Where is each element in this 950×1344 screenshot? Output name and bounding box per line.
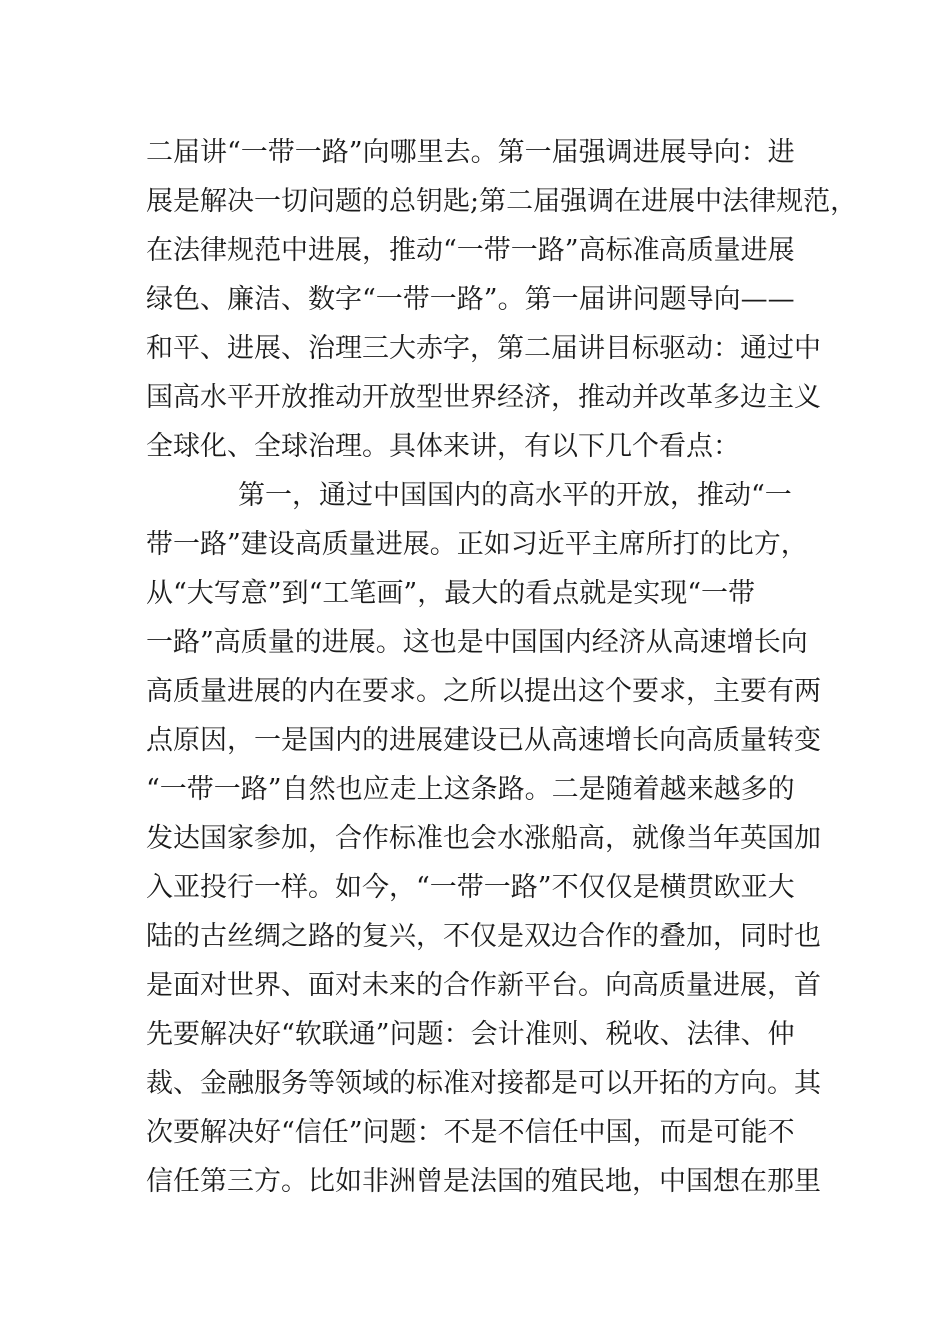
text-line: 先要解决好“软联通”问题：会计准则、税收、法律、仲 bbox=[146, 1019, 795, 1050]
text-line: 是面对世界、面对未来的合作新平台。向高质量进展，首 bbox=[146, 970, 821, 1001]
text-line: 带一路”建设高质量进展。正如习近平主席所打的比方， bbox=[146, 529, 808, 560]
text-line: 从“大写意”到“工笔画”，最大的看点就是实现“一带 bbox=[146, 578, 756, 609]
text-line: 全球化、全球治理。具体来讲，有以下几个看点： bbox=[146, 431, 740, 462]
text-line: 一路”高质量的进展。这也是中国国内经济从高速增长向 bbox=[146, 627, 808, 658]
text-line: 裁、金融服务等领域的标准对接都是可以开拓的方向。其 bbox=[146, 1068, 821, 1099]
body-text bbox=[146, 128, 858, 1206]
text-line: 入亚投行一样。如今，“一带一路”不仅仅是横贯欧亚大 bbox=[146, 872, 795, 903]
text-line: “一带一路”自然也应走上这条路。二是随着越来越多的 bbox=[146, 774, 795, 805]
text-line: 陆的古丝绸之路的复兴，不仅是双边合作的叠加，同时也 bbox=[146, 921, 821, 952]
text-line: 在法律规范中进展，推动“一带一路”高标准高质量进展 bbox=[146, 235, 795, 266]
text-line: 信任第三方。比如非洲曾是法国的殖民地，中国想在那里 bbox=[146, 1166, 821, 1197]
text-line: 高质量进展的内在要求。之所以提出这个要求，主要有两 bbox=[146, 676, 821, 707]
text-line: 点原因，一是国内的进展建设已从高速增长向高质量转变 bbox=[146, 725, 821, 756]
text-line: 二届讲“一带一路”向哪里去。第一届强调进展导向：进 bbox=[146, 137, 795, 168]
text-line: 和平、进展、治理三大赤字，第二届讲目标驱动：通过中 bbox=[146, 333, 821, 364]
paragraph-first-line: 第一，通过中国国内的高水平的开放，推动“一 bbox=[238, 480, 792, 511]
text-line: 国高水平开放推动开放型世界经济，推动并改革多边主义 bbox=[146, 382, 821, 413]
text-line: 绿色、廉洁、数字“一带一路”。第一届讲问题导向—— bbox=[146, 284, 795, 315]
text-line: 次要解决好“信任”问题：不是不信任中国，而是可能不 bbox=[146, 1117, 795, 1148]
text-line: 展是解决一切问题的总钥匙;第二届强调在进展中法律规范， bbox=[146, 186, 858, 217]
text-line: 发达国家参加，合作标准也会水涨船高，就像当年英国加 bbox=[146, 823, 821, 854]
